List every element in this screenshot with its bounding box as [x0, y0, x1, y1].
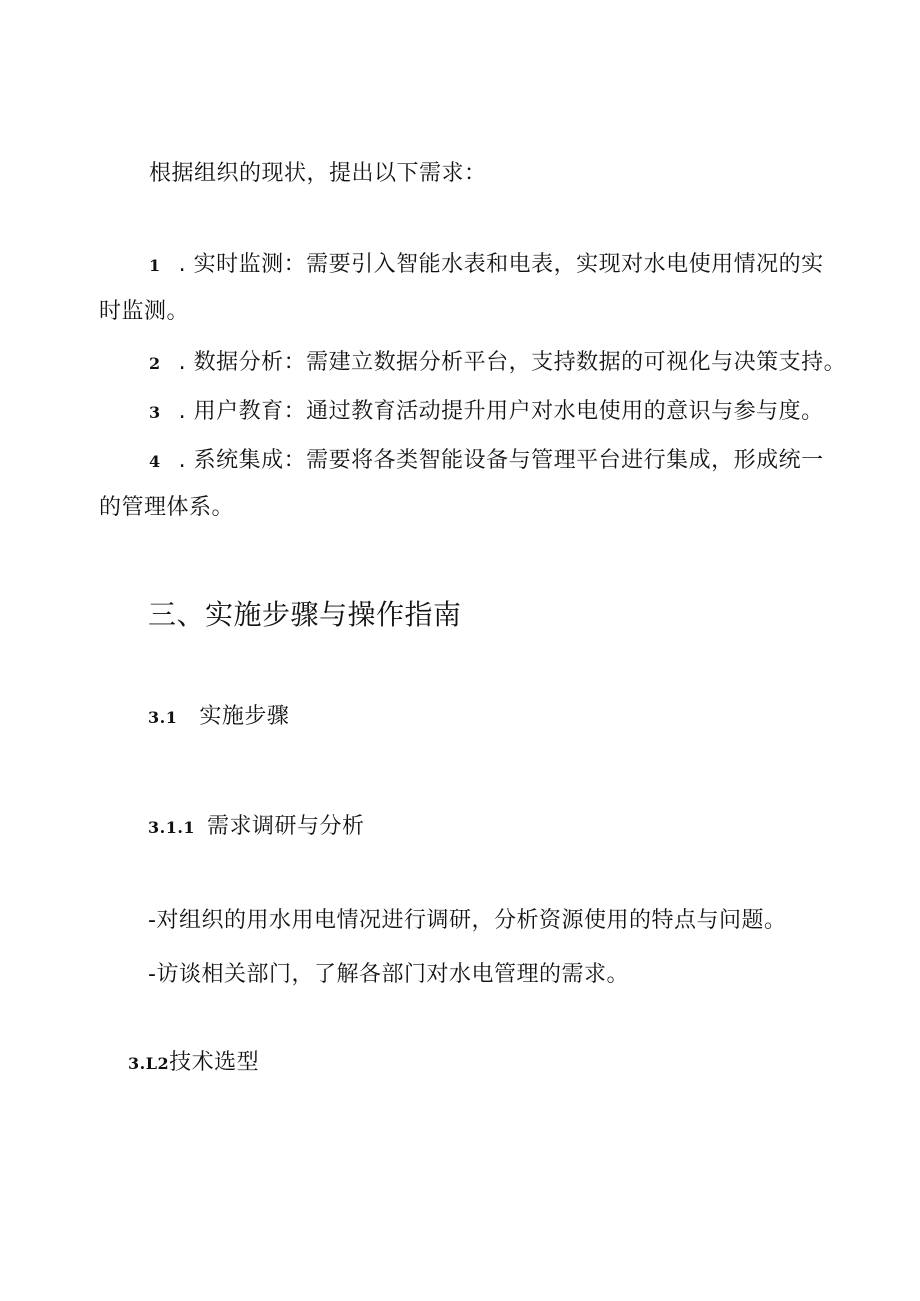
requirement-item-1-continuation: 时监测。 — [99, 299, 190, 324]
requirement-item-4 — [149, 446, 824, 477]
bullet-item-2: -访谈相关部门，了解各部门对水电管理的需求。 — [148, 962, 629, 987]
subsection-3-1-1 — [148, 812, 365, 843]
requirement-item-2 — [149, 348, 846, 379]
requirement-text: . 数据分析：需建立数据分析平台，支持数据的可视化与决策支持。 — [178, 350, 847, 375]
subsection-3-1 — [148, 702, 289, 733]
subsection-title: 需求调研与分析 — [207, 814, 365, 839]
requirement-number: 4 — [149, 452, 161, 471]
subsection-number: 3.1.1 — [148, 818, 196, 837]
intro-text: 根据组织的现状，提出以下需求： — [149, 161, 487, 186]
subsection-3-1-2 — [128, 1048, 259, 1079]
subsection-number: 3.1 — [148, 708, 178, 727]
bullet-item-1: -对组织的用水用电情况进行调研，分析资源使用的特点与问题。 — [148, 908, 787, 933]
requirement-number: 1 — [149, 256, 161, 275]
requirement-item-4-continuation: 的管理体系。 — [99, 495, 235, 520]
section-heading: 三、实施步骤与操作指南 — [148, 598, 462, 631]
requirement-item-1 — [149, 250, 824, 281]
requirement-number: 2 — [149, 354, 161, 373]
requirement-text: . 系统集成：需要将各类智能设备与管理平台进行集成，形成统一 — [178, 448, 824, 473]
requirement-number: 3 — [149, 403, 161, 422]
requirement-text: . 实时监测：需要引入智能水表和电表，实现对水电使用情况的实 — [178, 252, 824, 277]
subsection-title: 技术选型 — [169, 1050, 260, 1075]
requirement-item-3 — [149, 397, 824, 428]
subsection-title: 实施步骤 — [199, 704, 290, 729]
requirement-text: . 用户教育：通过教育活动提升用户对水电使用的意识与参与度。 — [178, 399, 824, 424]
subsection-number: 3.L2 — [128, 1054, 170, 1073]
